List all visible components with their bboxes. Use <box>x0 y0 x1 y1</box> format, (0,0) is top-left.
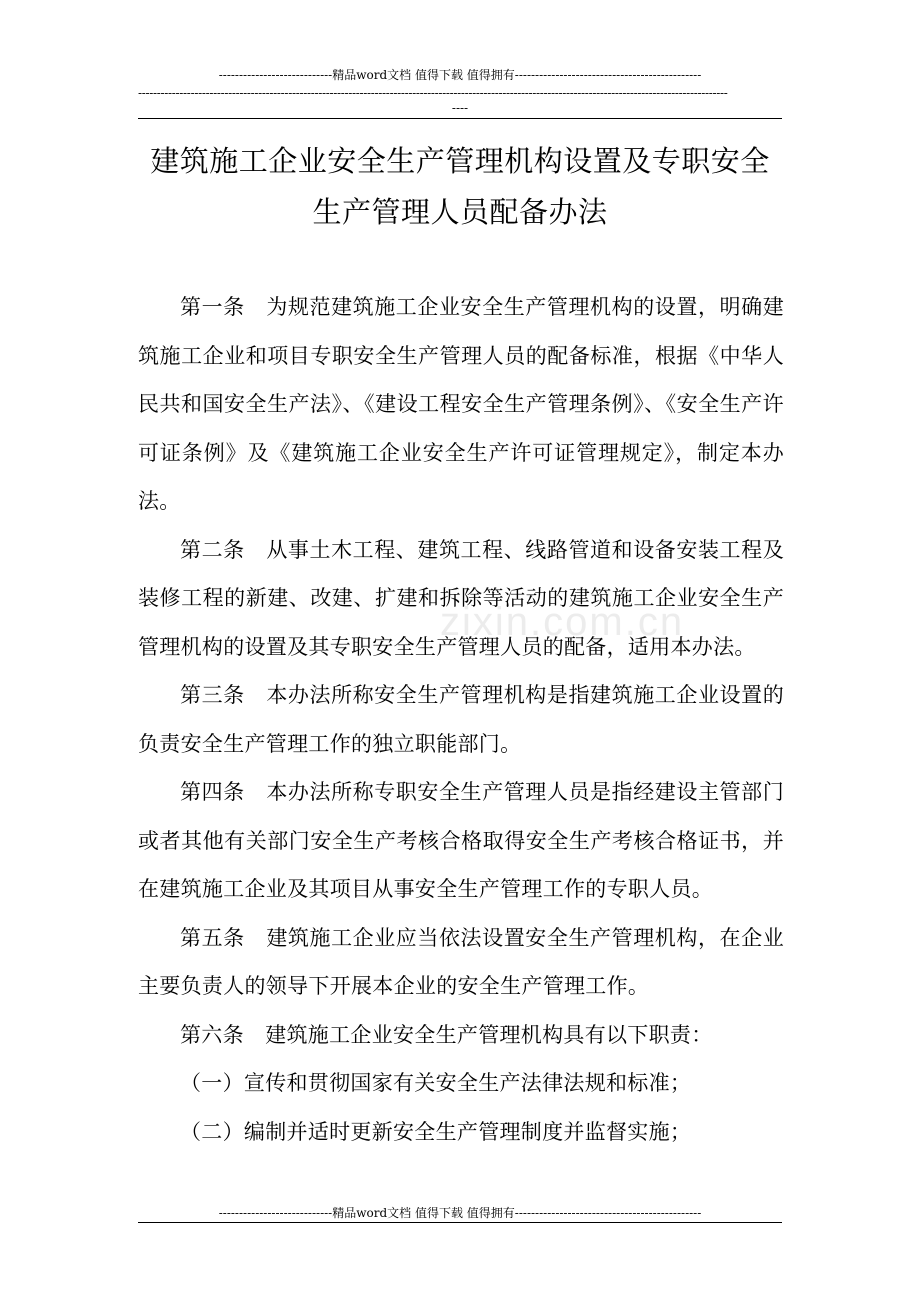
article-6: 第六条 建筑施工企业安全生产管理机构具有以下职责： <box>180 1022 713 1047</box>
watermark: zixin.com.cn <box>440 600 685 644</box>
page-header-dashes: ------------------------------------------------------------------------------------------------------------------------------------------------------------- <box>138 86 728 100</box>
article-5: 第五条 建筑施工企业应当依法设置安全生产管理机构，在企业主要负责人的领导下开展本企业的安全生产管理工作。 <box>138 925 784 998</box>
page-header-dashes-tail: ---- <box>451 101 469 115</box>
header-rule <box>138 118 782 119</box>
list-item: （二）编制并适时更新安全生产管理制度并监督实施； <box>180 1119 692 1144</box>
article-1: 第一条 为规范建筑施工企业安全生产管理机构的设置，明确建筑施工企业和项目专职安全生产管理人员的配备标准，根据《中华人民共和国安全生产法》、《建设工程安全生产管理条例》、《安全生产许可证条例》及《建筑施工企业安全生产许可证管理规定》，制定本办法。 <box>138 295 784 513</box>
document-title: 建筑施工企业安全生产管理机构设置及专职安全生产管理人员配备办法 <box>150 144 770 229</box>
page-header-top: ----------------------------精品word文档 值得下载 值得拥有---------------------------------------------- <box>218 68 702 82</box>
article-4: 第四条 本办法所称专职安全生产管理人员是指经建设主管部门或者其他有关部门安全生产考核合格取得安全生产考核合格证书，并在建筑施工企业及其项目从事安全生产管理工作的专职人员。 <box>138 780 784 901</box>
page-footer: ----------------------------精品word文档 值得下载 值得拥有---------------------------------------------- <box>218 1206 702 1220</box>
footer-rule <box>138 1222 782 1223</box>
article-2: 第二条 从事土木工程、建筑工程、线路管道和设备安装工程及装修工程的新建、改建、扩建和拆除等活动的建筑施工企业安全生产管理机构的设置及其专职安全生产管理人员的配备，适用本办法。 <box>138 537 784 659</box>
list-item: （一）宣传和贯彻国家有关安全生产法律法规和标准； <box>180 1071 692 1095</box>
article-3: 第三条 本办法所称安全生产管理机构是指建筑施工企业设置的负责安全生产管理工作的独立职能部门。 <box>138 683 784 756</box>
document-body <box>138 283 784 1156</box>
